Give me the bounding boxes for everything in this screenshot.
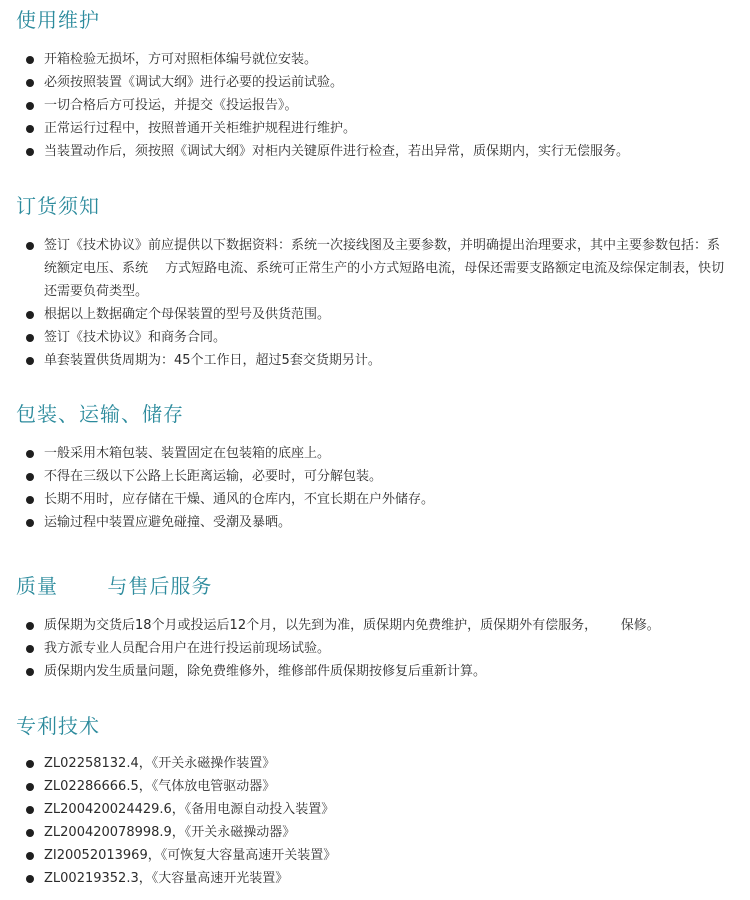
list-item: [0, 821, 750, 844]
bullet-icon: [26, 357, 34, 365]
bullet-icon: [26, 473, 34, 481]
list-item: [0, 511, 750, 534]
bullet-icon: [26, 125, 34, 133]
bullet-icon: [26, 102, 34, 110]
item-text: 当装置动作后，须按照《调试大纲》对柜内关键原件进行检查，若出异常，质保期内，实行无偿服务。: [44, 144, 630, 159]
item-text: 长期不用时，应存储在干燥、通风的仓库内，不宜长期在户外储存。: [44, 492, 435, 507]
list-item: [0, 326, 750, 349]
item-text: 质保期为交货后18个月或投运后12个月，以先到为准，质保期内免费维护，质保期外有偿服务， 保修。: [44, 618, 660, 633]
item-list: [0, 234, 750, 372]
item-text: 正常运行过程中，按照普通开关柜维护规程进行维护。: [44, 121, 357, 136]
item-list: [0, 614, 750, 683]
bullet-icon: [26, 148, 34, 156]
item-list: [0, 48, 750, 163]
list-item: [0, 303, 750, 326]
list-item: [0, 660, 750, 683]
section-title: 使用维护: [16, 8, 100, 32]
bullet-icon: [26, 622, 34, 630]
item-text: ZL02258132.4，《开关永磁操作装置》: [44, 756, 276, 771]
list-item: [0, 844, 750, 867]
list-item: [0, 752, 750, 775]
item-text: 单套装置供货周期为：45个工作日，超过5套交货期另计。: [44, 353, 381, 368]
list-item: [0, 775, 750, 798]
item-text: 一切合格后方可投运，并提交《投运报告》。: [44, 98, 298, 113]
list-item: [0, 637, 750, 660]
list-item: [0, 71, 750, 94]
bullet-icon: [26, 852, 34, 860]
list-item: [0, 798, 750, 821]
item-text: 开箱检验无损坏，方可对照柜体编号就位安装。: [44, 52, 318, 67]
item-text: 我方派专业人员配合用户在进行投运前现场试验。: [44, 641, 331, 656]
section-title: 包装、运输、储存: [16, 402, 184, 426]
bullet-icon: [26, 875, 34, 883]
item-text: 根据以上数据确定个母保装置的型号及供货范围。: [44, 307, 331, 322]
bullet-icon: [26, 829, 34, 837]
item-text: 运输过程中装置应避免碰撞、受潮及暴晒。: [44, 515, 292, 530]
section-title: 专利技术: [16, 714, 100, 738]
item-text: 签订《技术协议》和商务合同。: [44, 330, 227, 345]
section-title: 订货须知: [16, 194, 100, 218]
list-item: [0, 442, 750, 465]
list-item: [0, 488, 750, 511]
bullet-icon: [26, 311, 34, 319]
item-text: ZI20052013969，《可恢复大容量高速开关装置》: [44, 848, 337, 863]
list-item: [0, 117, 750, 140]
item-text: 一般采用木箱包装、装置固定在包装箱的底座上。: [44, 446, 331, 461]
item-text: 质保期内发生质量问题，除免费维修外，维修部件质保期按修复后重新计算。: [44, 664, 487, 679]
item-text: 不得在三级以下公路上长距离运输，必要时，可分解包装。: [44, 469, 383, 484]
list-item: [0, 614, 750, 637]
item-text: ZL200420024429.6，《备用电源自动投入装置》: [44, 802, 335, 817]
list-item: [0, 349, 750, 372]
bullet-icon: [26, 496, 34, 504]
bullet-icon: [26, 450, 34, 458]
item-text: ZL00219352.3，《大容量高速开光装置》: [44, 871, 289, 886]
list-item: [0, 465, 750, 488]
item-text: 必须按照装置《调试大纲》进行必要的投运前试验。: [44, 75, 344, 90]
list-item: [0, 140, 750, 163]
item-text: ZL02286666.5，《气体放电管驱动器》: [44, 779, 276, 794]
list-item: [0, 48, 750, 71]
list-item: [0, 867, 750, 890]
bullet-icon: [26, 783, 34, 791]
bullet-icon: [26, 668, 34, 676]
bullet-icon: [26, 334, 34, 342]
section-title: 质量 与售后服务: [16, 574, 213, 598]
item-list: [0, 752, 750, 890]
list-item: [0, 94, 750, 117]
bullet-icon: [26, 242, 34, 250]
item-text: ZL200420078998.9，《开关永磁操动器》: [44, 825, 296, 840]
item-text: 签订《技术协议》前应提供以下数据资料：系统一次接线图及主要参数，并明确提出治理要求，其中主要参数包括：系统额定电压、系统 方式短路电流、系统可正常生产的小方式短路电流，母保还需要支路额定电流及综保定制表，快切还需要负荷类型。: [44, 238, 725, 299]
item-list: [0, 442, 750, 534]
bullet-icon: [26, 806, 34, 814]
bullet-icon: [26, 56, 34, 64]
bullet-icon: [26, 760, 34, 768]
bullet-icon: [26, 645, 34, 653]
list-item: [0, 234, 750, 303]
bullet-icon: [26, 79, 34, 87]
bullet-icon: [26, 519, 34, 527]
